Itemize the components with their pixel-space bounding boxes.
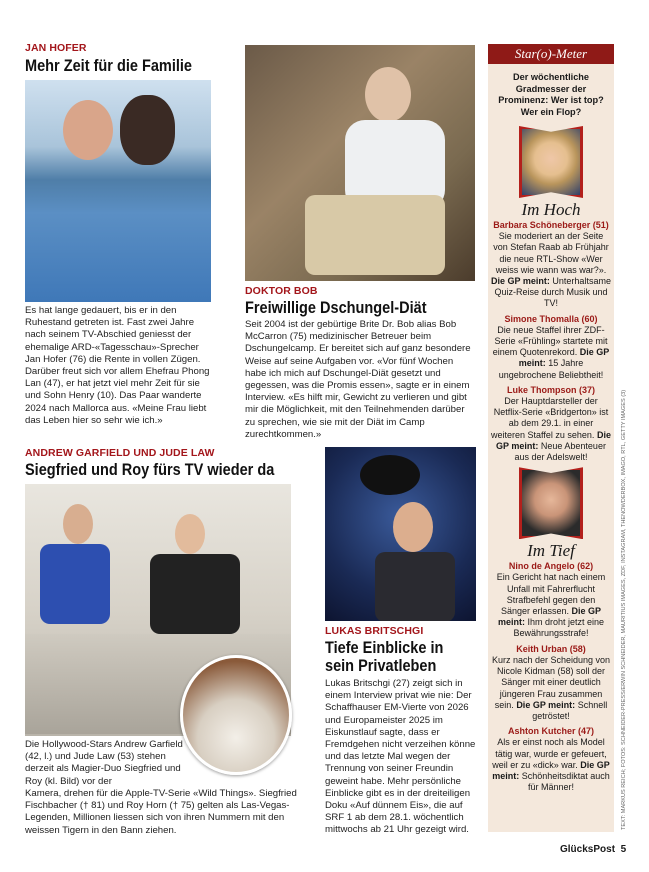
britschgi-kicker: LUKAS BRITSCHGI: [325, 625, 424, 637]
sidebar-entry: [488, 726, 614, 793]
entry-text: Die neue Staffel ihrer ZDF-Serie «Frühling» startete mit einem Quotenrekord.: [492, 324, 608, 358]
britschgi-photo: [325, 447, 476, 621]
siegfried-roy-inset-photo: [180, 655, 292, 775]
entry-gp-verdict: Schönheitsdiktat auch für Männer!: [521, 770, 610, 793]
entry-text: Als er einst noch als Model tätig war, wurde er gefeuert, weil er zu «dick» war.: [492, 737, 607, 770]
page-number: 5: [620, 844, 627, 855]
sidebar-intro: Der wöchentliche Gradmesser der Prominenz: Wer ist top? Wer ein Flop?: [498, 72, 604, 117]
garfield-title: Siegfried und Roy fürs TV wieder da: [25, 461, 275, 479]
entry-text: Der Hauptdarsteller der Netflix-Serie «Bridgerton» ist ab dem 29.1. in einer weiteren Staffel zu sehen.: [491, 396, 609, 440]
hofer-kicker: JAN HOFER: [25, 42, 87, 54]
garfield-text-b: Kamera, drehen für die Apple-TV-Serie «Wild Things». Siegfried Fischbacher († 81) und Roy Horn († 75) gelten als Las-Vegas-Legenden, Millionen liessen sich von ihren Nummern mit den weissen Tigern in den Bann ziehen.: [25, 788, 297, 836]
gp-label: Die GP meint:: [496, 429, 611, 451]
sidebar-entry: [488, 385, 614, 463]
entry-gp-verdict: Schnell getröstet!: [532, 699, 608, 721]
nino-portrait: [519, 467, 583, 539]
gp-label: Die GP meint:: [497, 606, 602, 628]
hofer-title: Mehr Zeit für die Familie: [25, 57, 193, 75]
entry-gp-verdict: 15 Jahre ungebrochene Beliebtheit!: [498, 358, 604, 380]
page-footer: [560, 844, 626, 855]
garfield-text-a: Die Hollywood-Stars Andrew Garfield (42, l.) und Jude Law (53) stehen derzeit als Magier-Duo Siegfried und Roy (kl. Bild) vor der: [25, 739, 183, 787]
bob-photo: [245, 45, 475, 281]
bob-title: Freiwillige Dschungel-Diät: [245, 299, 427, 317]
entry-name: Nino de Angelo (62): [508, 561, 594, 572]
entry-name: Keith Urban (58): [516, 643, 586, 654]
sidebar-entry: [488, 644, 614, 722]
gp-label: Die GP meint:: [492, 759, 610, 781]
photo-credits: TEXT: MARKUS REICH; FOTOS: SCHNEIDER-PRESS/ERWIN SCHNEIDER, MAURITIUS IMAGES, ZDF, INSTAGRAM, THENOWDERBOX, IMAGO, RTL, GETTY IMAGES (3): [621, 389, 627, 830]
bob-kicker: DOKTOR BOB: [245, 285, 318, 297]
gp-label: Die GP meint:: [518, 347, 610, 369]
entry-name: Luke Thompson (37): [506, 384, 595, 395]
sidebar-entry: [488, 220, 614, 310]
im-hoch-heading: Im Hoch: [521, 200, 581, 219]
entry-gp-verdict: Neue Abenteuer aus der Adelswelt!: [514, 440, 606, 463]
sidebar-title: Star(o)-Meter: [488, 44, 614, 64]
garfield-kicker: ANDREW GARFIELD UND JUDE LAW: [25, 447, 215, 459]
star-o-meter-sidebar: [488, 44, 614, 832]
britschgi-title: Tiefe Einblicke in sein Privatleben: [325, 639, 444, 676]
entry-gp-verdict: Ihm droht jetzt eine Bewährungsstrafe!: [513, 617, 605, 639]
entry-text: Kurz nach der Scheidung von Nicole Kidman (58) soll der Sänger mit einer deutlich jüngeren Frau zusammen sein.: [491, 654, 611, 710]
entry-name: Simone Thomalla (60): [504, 313, 598, 324]
britschgi-text: Lukas Britschgi (27) zeigt sich in einem Interview privat wie nie: Der Schaffhauser EM-Vierte von 2026 und Europameister 2025 im Eiskunstlauf sagte, dass er Fremdgehen nicht verzeihen könne und das letzte Mal wegen der Trennung von seiner Freundin geweint habe. Mehr persönliche Einblicke gibt es in der dreiteiligen Doku «Auf dünnem Eis», die auf SRF 1 ab dem 28.1. wöchentlich mittwochs ab 21 Uhr gezeigt wird.: [325, 678, 476, 836]
gp-label: Die GP meint:: [516, 699, 576, 710]
im-tief-heading: Im Tief: [527, 541, 575, 561]
entry-text: Sie moderiert an der Seite von Stefan Raab ab Frühjahr die neue RTL-Show «Wer weiss wie wann was war?».: [493, 231, 609, 275]
entry-name: Ashton Kutcher (47): [507, 726, 594, 737]
sidebar-entry: [488, 314, 614, 381]
entry-gp-verdict: Unterhaltsame Quiz-Reise durch Musik und TV!: [494, 276, 611, 309]
hofer-text: Es hat lange gedauert, bis er in den Ruhestand getreten ist. Fast zwei Jahre nach seinem TV-Abschied geniesst der ehemalige ARD-«Tagesschau»-Sprecher Jan Hofer (76) die Rente in vollen Zügen. Darüber freut sich vor allem Ehefrau Phong Lan (47), er hat jetzt viel mehr Zeit für sie und Sohn Henry (10). Das Paar wanderte 2024 nach Mallorca aus. «Meine Frau liebt das Leben hier so sehr wie ich.»: [25, 305, 210, 426]
sidebar-entry: [488, 561, 614, 639]
bob-text: Seit 2004 ist der gebürtige Brite Dr. Bob alias Bob McCarron (75) medizinischer Betreuer beim Dschungelcamp. Er bereitet sich auf ganz besondere Weise auf seine Aufgaben vor. «Vor fünf Wochen habe ich mich auf Dschungel-Diät gesetzt und gegessen, was die Promis essen», sagte er in einem Interview. «Es hilft mir, Gewicht zu verlieren und gibt mir die Möglichkeit, mit den Teilnehmenden darüber zu sprechen, wie sie mit der Diät im Camp zurechtkommen.»: [245, 319, 471, 440]
entry-text: Ein Gericht hat nach einem Unfall mit Fahrerflucht Strafbefehl gegen den Sänger erlassen.: [496, 572, 606, 617]
gp-label: Die GP meint:: [491, 276, 550, 287]
footer-brand: GlücksPost: [560, 844, 616, 855]
hofer-photo: [25, 80, 211, 302]
entry-name: Barbara Schöneberger (51): [493, 220, 609, 230]
barbara-portrait: [519, 126, 583, 198]
